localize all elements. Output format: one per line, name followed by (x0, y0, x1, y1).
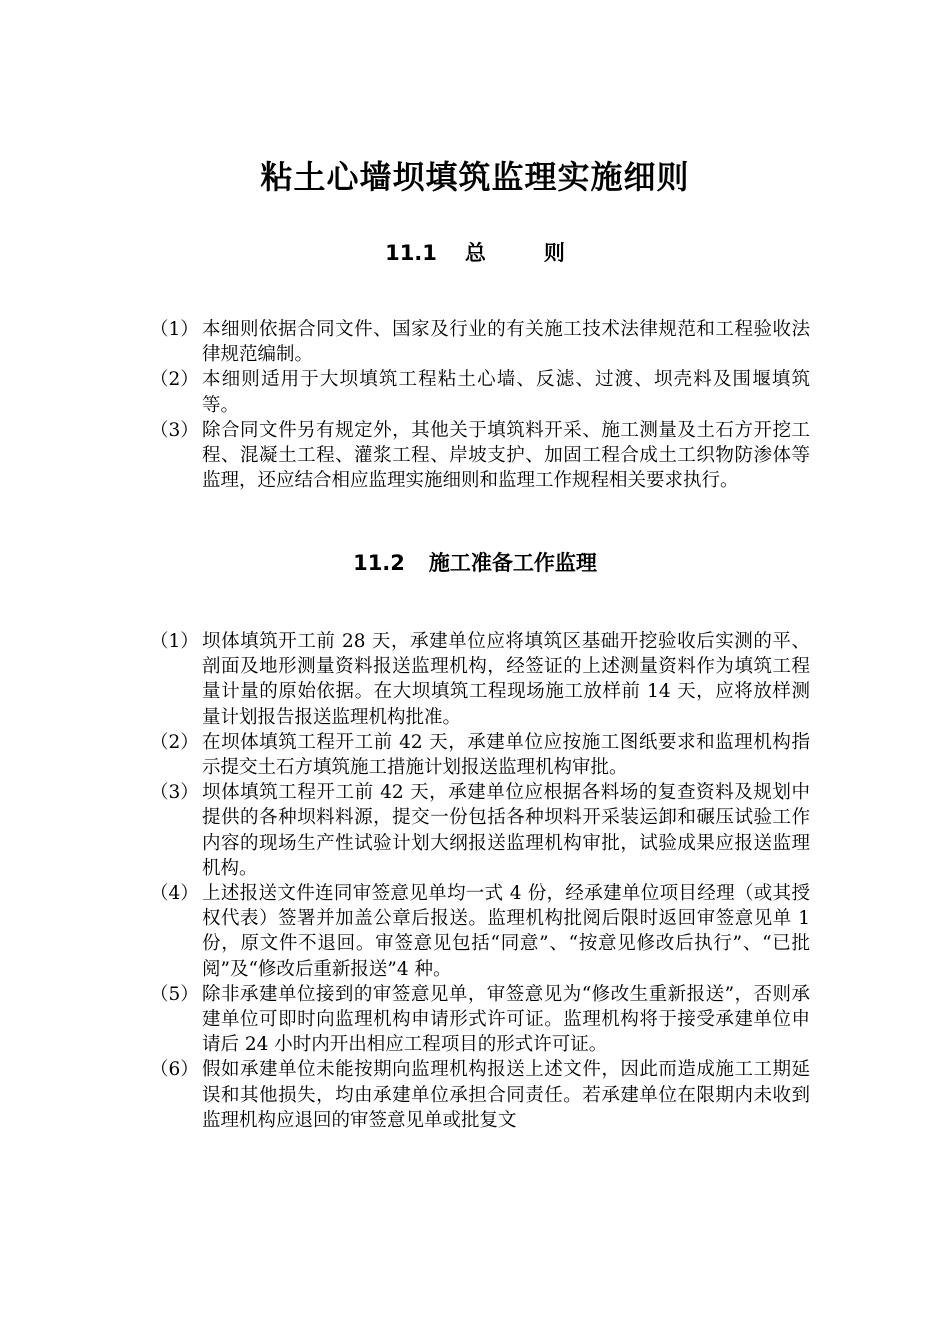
item-text: 本细则适用于大坝填筑工程粘土心墙、反滤、过渡、坝壳料及围堰填筑等。 (202, 369, 810, 416)
item-number: （2） (150, 731, 199, 753)
item-number: （4） (150, 883, 199, 905)
section-title-char: 总 (464, 241, 486, 265)
item-number: （3） (150, 782, 199, 804)
section-title: 施工准备工作监理 (428, 551, 597, 575)
section-number: 11.1 (385, 241, 437, 265)
section-number: 11.2 (353, 551, 405, 575)
document-title: 粘土心墙坝填筑监理实施细则 (260, 158, 690, 196)
item-number: （2） (150, 369, 199, 391)
list-item (150, 730, 810, 780)
section-2-item-list (150, 629, 810, 1133)
list-item (150, 418, 810, 494)
list-item (150, 317, 810, 367)
item-text: 坝体填筑工程开工前 42 天，承建单位应根据各料场的复查资料及规划中提供的各种坝料料源，提交一份包括各种坝料开采装运卸和碾压试验工作内容的现场生产性试验计划大纲报送监理机构审批，试验成果应报送监理机构。 (202, 782, 810, 879)
item-text: 上述报送文件连同审签意见单均一式 4 份，经承建单位项目经理（或其授权代表）签署并加盖公章后报送。监理机构批阅后限时返回审签意见单 1 份，原文件不退回。审签意见包括“同意”、“按意见修改后执行”、“已批阅”及“修改后重新报送”4 种。 (202, 883, 810, 980)
item-number: （3） (150, 419, 199, 441)
list-item (150, 1057, 810, 1133)
list-item (150, 881, 810, 982)
item-number: （1） (150, 631, 199, 652)
section-heading-11-1 (0, 238, 950, 268)
item-text: 坝体填筑开工前 28 天，承建单位应将填筑区基础开挖验收后实测的平、剖面及地形测量资料报送监理机构，经签证的上述测量资料作为填筑工程量计量的原始依据。在大坝填筑工程现场施工放样前 14 天，应将放样测量计划报告报送监理机构批准。 (202, 631, 810, 728)
list-item (150, 982, 810, 1058)
section-title-char: 则 (543, 241, 565, 265)
list-item (150, 367, 810, 417)
item-text: 假如承建单位未能按期向监理机构报送上述文件，因此而造成施工工期延误和其他损失，均由承建单位承担合同责任。若承建单位在限期内未收到监理机构应退回的审签意见单或批复文 (202, 1059, 810, 1131)
section-heading-11-2 (0, 548, 950, 578)
item-text: 本细则依据合同文件、国家及行业的有关施工技术法律规范和工程验收法律规范编制。 (202, 319, 810, 366)
item-number: （5） (150, 983, 199, 1005)
item-text: 除非承建单位接到的审签意见单，审签意见为“修改生重新报送”，否则承建单位可即时向监理机构申请形式许可证。监理机构将于接受承建单位申请后 24 小时内开出相应工程项目的形式许可证。 (202, 983, 810, 1056)
item-text: 除合同文件另有规定外，其他关于填筑料开采、施工测量及土石方开挖工程、混凝土工程、灌浆工程、岸坡支护、加固工程合成土工织物防渗体等监理，还应结合相应监理实施细则和监理工作规程相关要求执行。 (202, 419, 810, 492)
list-item (150, 780, 810, 881)
item-number: （6） (150, 1059, 199, 1081)
item-number: （1） (150, 319, 199, 340)
section-1-item-list (150, 317, 810, 493)
list-item (150, 629, 810, 730)
item-text: 在坝体填筑工程开工前 42 天，承建单位应按施工图纸要求和监理机构指示提交土石方填筑施工措施计划报送监理机构审批。 (202, 731, 810, 779)
